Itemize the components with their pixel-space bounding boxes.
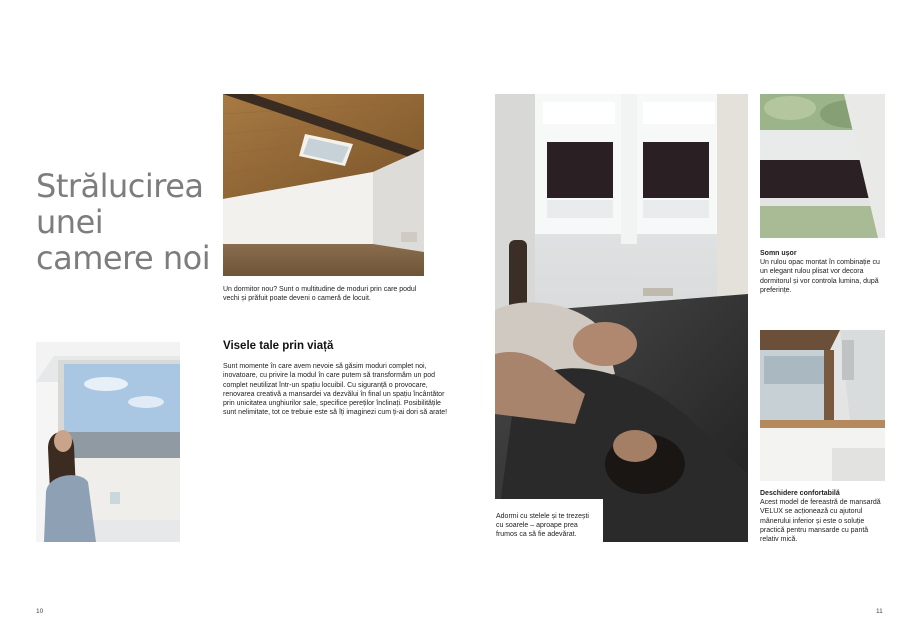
page-number-left: 10 <box>36 608 44 615</box>
blind-caption-body: Un rulou opac montat în combinație cu un elegant rulou plisat vor decora dormitorul și vor controla lumina, după preferințe. <box>760 259 880 294</box>
page-number-right: 11 <box>876 608 883 615</box>
woman-at-window-photo <box>36 342 180 542</box>
bed-caption: Adormi cu stelele și te trezești cu soarele – aproape prea frumos ca să fie adevărat. <box>496 513 589 539</box>
blind-caption <box>760 249 886 295</box>
blind-caption-title: Somn ușor <box>760 250 797 257</box>
open-window-caption-title: Deschidere confortabilă <box>760 490 840 497</box>
attic-room-photo <box>223 94 424 276</box>
blackout-blind-photo <box>760 94 885 238</box>
page-headline <box>36 168 226 276</box>
headline-line-3: camere noi <box>36 239 211 277</box>
bed-skylight-photo <box>495 94 748 542</box>
open-window-photo <box>760 330 885 481</box>
headline-line-1: Strălucirea <box>36 167 204 205</box>
section-body: Sunt momente în care avem nevoie să găsim moduri complet noi, inovatoare, cu privire la modul în care putem să transformăm un pod complet neutilizat într-un spațiu locuibil. Cu siguranță o provocare, renovarea creativă a mansardei va dezvălui în final un spațiu încântător prin unicitatea unghiurilor sale, specifice pereților înclinați. Posibilitățile sunt nelimitate, tot ce trebuie este să îți imaginezi cum ți-ai dori să arate! <box>223 363 448 417</box>
open-window-caption-body: Acest model de fereastră de mansardă VELUX se acționează cu ajutorul mânerului inferior și este o soluție practică pentru mansarde cu pantă relativ mică. <box>760 499 881 544</box>
headline-line-2: unei <box>36 203 104 241</box>
open-window-caption <box>760 489 886 544</box>
attic-caption: Un dormitor nou? Sunt o multitudine de moduri prin care podul vechi și prăfuit poate deveni o cameră de locuit. <box>223 286 417 303</box>
section-title: Visele tale prin viață <box>223 340 334 352</box>
